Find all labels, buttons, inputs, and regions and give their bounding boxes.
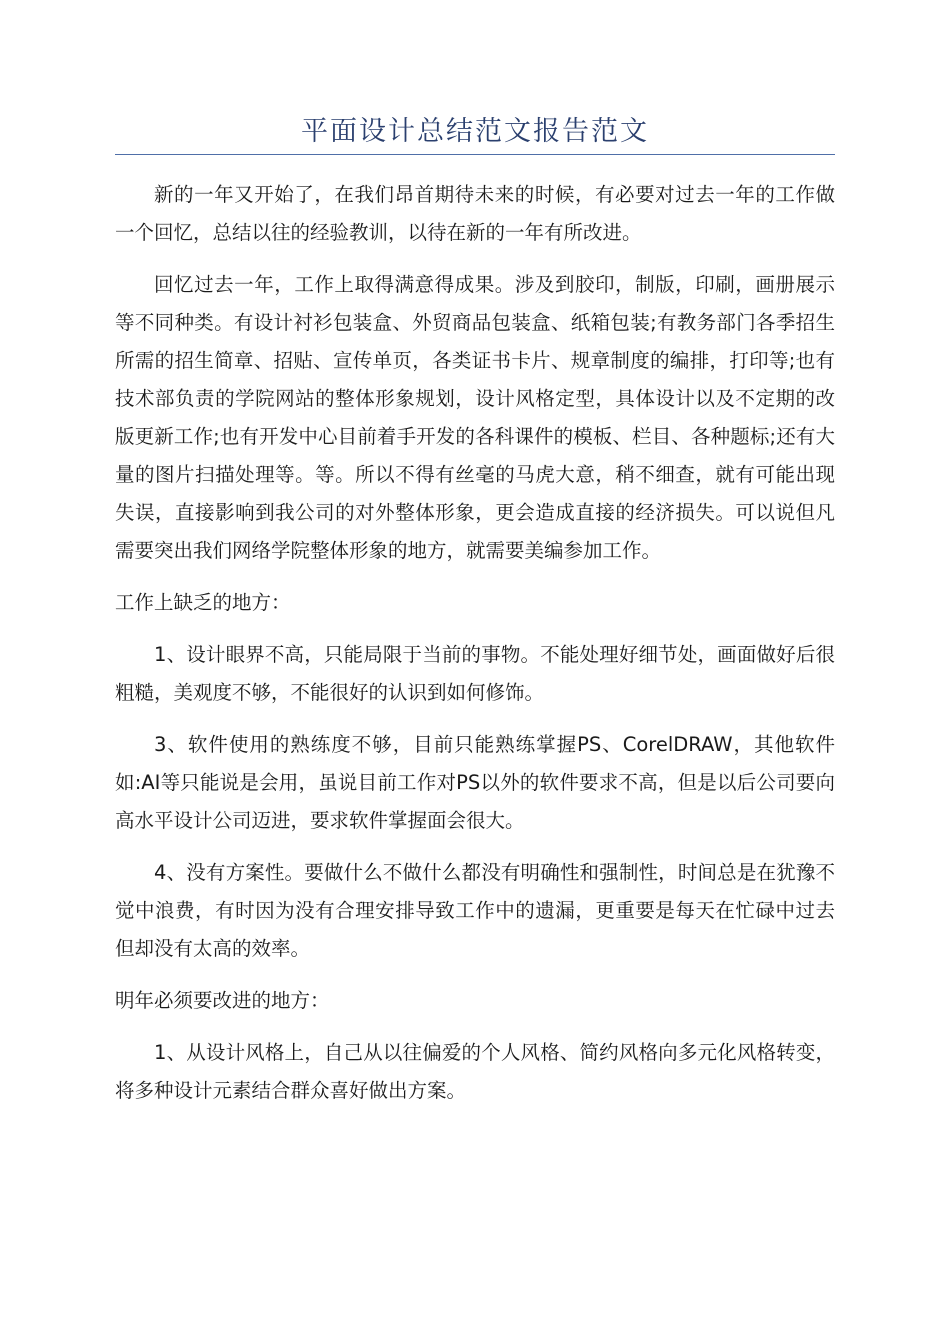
paragraph-intro: 新的一年又开始了，在我们昂首期待未来的时候，有必要对过去一年的工作做一个回忆，总结以往的经验教训，以待在新的一年有所改进。: [115, 183, 835, 244]
section-heading-shortcomings: 工作上缺乏的地方：: [115, 591, 291, 614]
list-item-shortcoming-1: 1、设计眼界不高，只能局限于当前的事物。不能处理好细节处，画面做好后很粗糙，美观度不够，不能很好的认识到如何修饰。: [115, 643, 835, 704]
list-item-shortcoming-4: 4、没有方案性。要做什么不做什么都没有明确性和强制性，时间总是在犹豫不觉中浪费，有时因为没有合理安排导致工作中的遗漏，更重要是每天在忙碌中过去但却没有太高的效率。: [115, 861, 835, 960]
document-body: [115, 176, 835, 1124]
paragraph-review: 回忆过去一年，工作上取得满意得成果。涉及到胶印，制版，印刷，画册展示等不同种类。有设计衬衫包装盒、外贸商品包装盒、纸箱包装;有教务部门各季招生所需的招生简章、招贴、宣传单页，各类证书卡片、规章制度的编排，打印等;也有技术部负责的学院网站的整体形象规划，设计风格定型，具体设计以及不定期的改版更新工作;也有开发中心目前着手开发的各科课件的模板、栏目、各种题标;还有大量的图片扫描处理等。等。所以不得有丝毫的马虎大意，稍不细查，就有可能出现失误，直接影响到我公司的对外整体形象，更会造成直接的经济损失。可以说但凡需要突出我们网络学院整体形象的地方，就需要美编参加工作。: [115, 273, 835, 562]
list-item-shortcoming-3: 3、软件使用的熟练度不够，目前只能熟练掌握PS、CorelDRAW，其他软件如:AI等只能说是会用，虽说目前工作对PS以外的软件要求不高，但是以后公司要向高水平设计公司迈进，要求软件掌握面会很大。: [115, 733, 835, 832]
title-underline: [115, 154, 835, 155]
section-heading-improvements: 明年必须要改进的地方：: [115, 989, 330, 1012]
list-item-improvement-1: 1、从设计风格上，自己从以往偏爱的个人风格、简约风格向多元化风格转变，将多种设计元素结合群众喜好做出方案。: [115, 1041, 835, 1102]
document-title: 平面设计总结范文报告范文: [301, 116, 649, 147]
